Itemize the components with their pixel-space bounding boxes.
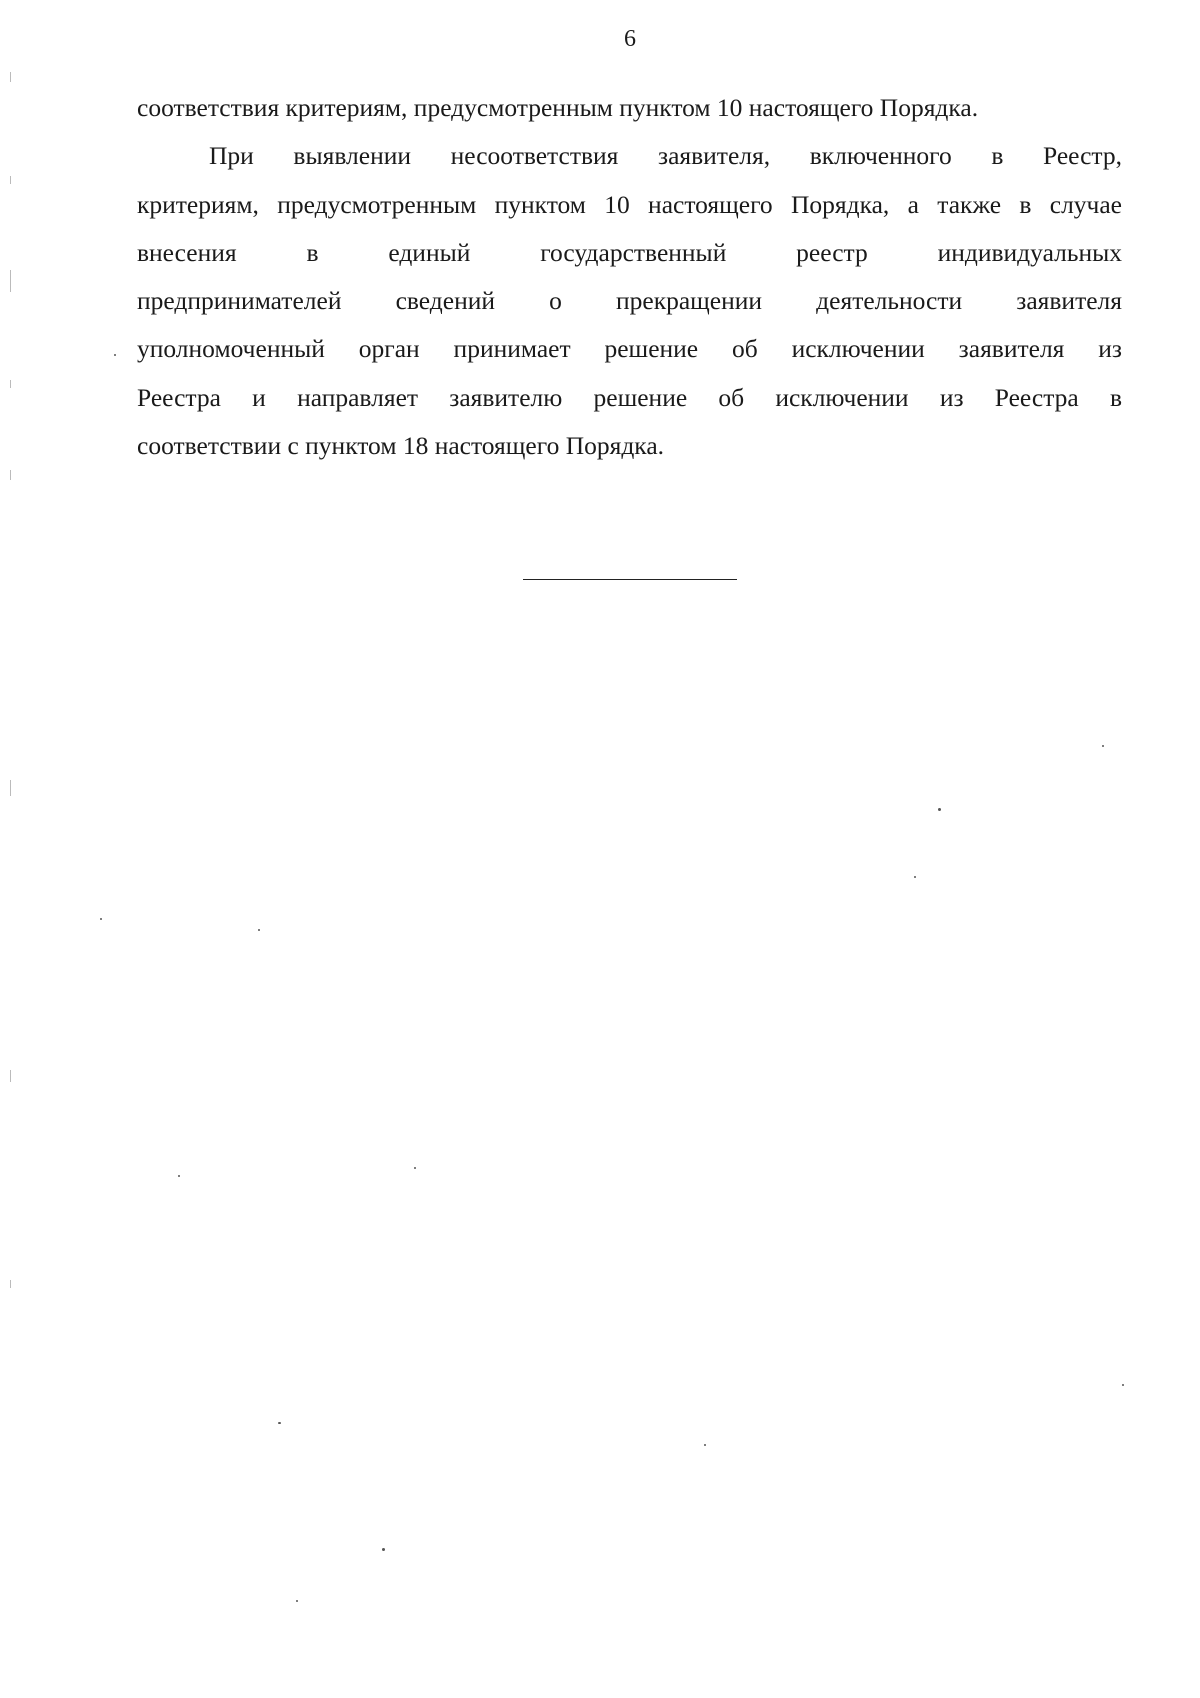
text-line: соответствия критериям, предусмотренным пунктом 10 настоящего Порядка. xyxy=(137,93,979,122)
scan-speck xyxy=(938,808,941,811)
scan-edge-mark xyxy=(10,780,11,796)
text-line: предпринимателей сведений о прекращении деятельности заявителя xyxy=(137,286,1122,316)
text-line: уполномоченный орган принимает решение об исключении заявителя из xyxy=(137,334,1122,364)
scan-edge-mark xyxy=(10,470,11,480)
scan-speck xyxy=(100,918,102,920)
text-line: критериям, предусмотренным пунктом 10 настоящего Порядка, а также в случае xyxy=(137,189,1122,219)
scan-speck xyxy=(704,1444,706,1446)
text-line: При выявлении несоответствия заявителя, включенного в Реестр, xyxy=(209,141,1122,171)
scan-edge-mark xyxy=(10,72,11,82)
scan-speck xyxy=(414,1167,416,1169)
end-separator-line xyxy=(523,579,737,580)
scan-edge-mark xyxy=(10,380,11,388)
scan-edge-mark xyxy=(10,1280,11,1288)
scan-speck xyxy=(114,354,116,356)
page-number: 6 xyxy=(624,26,636,52)
scan-edge-mark xyxy=(10,1070,11,1082)
text-line: соответствии с пунктом 18 настоящего Порядка. xyxy=(137,431,665,461)
scan-speck xyxy=(296,1600,298,1602)
scan-edge-mark xyxy=(10,176,11,184)
scan-speck xyxy=(1122,1384,1124,1386)
scan-speck xyxy=(278,1422,281,1424)
text-line: Реестра и направляет заявителю решение об исключении из Реестра в xyxy=(137,382,1122,412)
body-text xyxy=(137,84,1122,470)
text-line: внесения в единый государственный реестр индивидуальных xyxy=(137,237,1122,267)
scan-speck xyxy=(178,1175,180,1177)
scan-speck xyxy=(1102,745,1104,747)
scan-speck xyxy=(258,929,260,931)
scan-speck xyxy=(382,1548,385,1551)
scan-edge-mark xyxy=(10,270,11,292)
scan-speck xyxy=(914,876,916,878)
